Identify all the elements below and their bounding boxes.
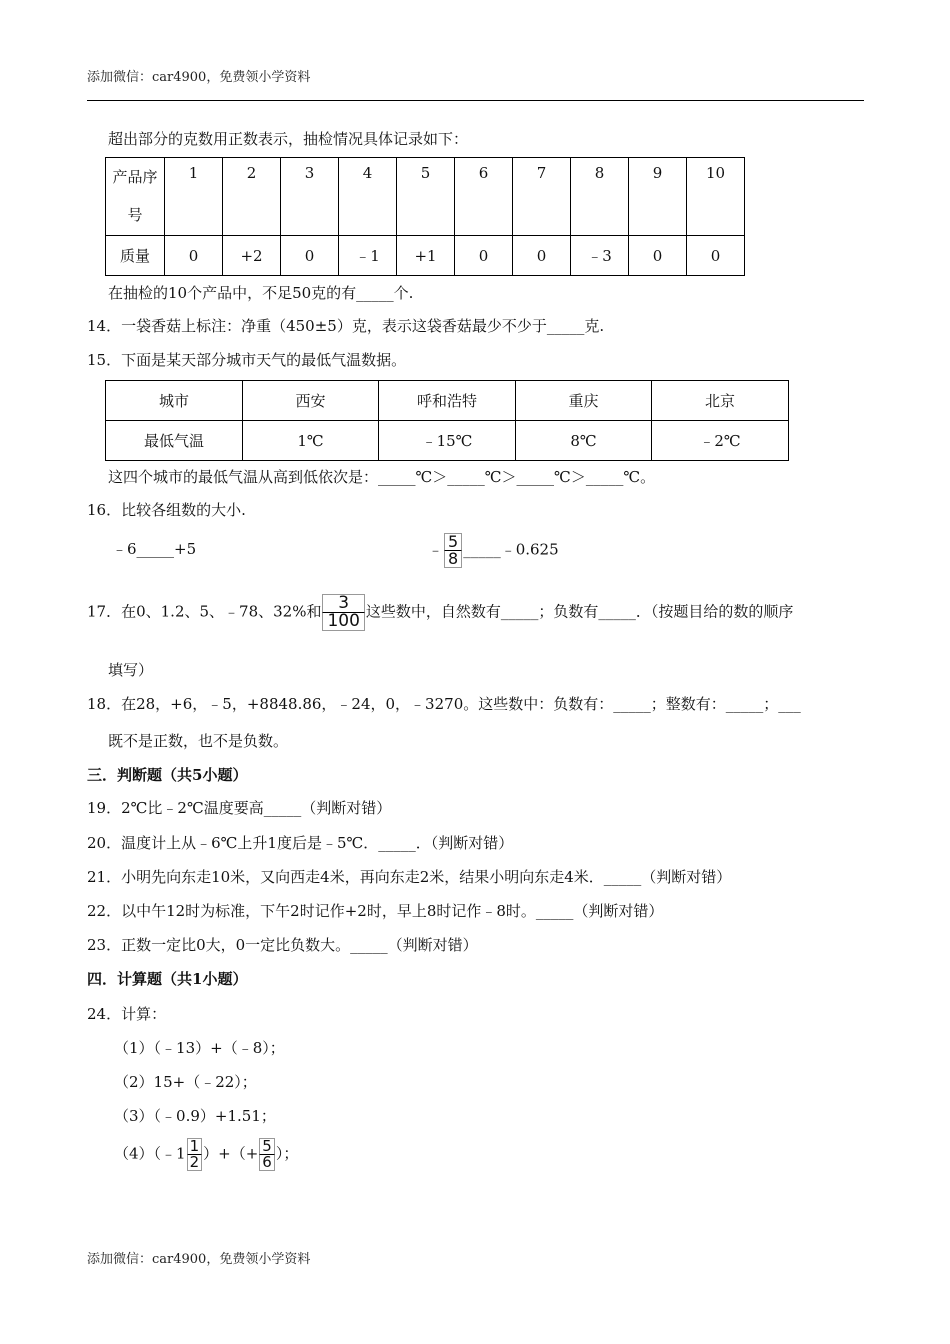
fraction-denominator: 8 — [444, 551, 462, 568]
q22-text: 22．以中午12时为标准，下午2时记作+2时，早上8时记作﹣8时。_____（判断对错） — [87, 902, 664, 920]
cell-text: 号 — [127, 206, 143, 224]
table-cell: 8 — [571, 158, 629, 236]
q24-text: 24．计算： — [87, 1005, 167, 1023]
q17-prefix: 17．在0、1.2、5、﹣78、32%和 — [87, 602, 322, 621]
header-divider — [87, 100, 864, 101]
table-cell: 3 — [281, 158, 339, 236]
fraction-denominator: 2 — [187, 1155, 203, 1171]
q17-line2: 填写） — [108, 661, 154, 679]
q24-item4-prefix: （4）（﹣1 — [114, 1144, 186, 1163]
q17-line1 — [87, 594, 793, 631]
table-cell: 4 — [339, 158, 397, 236]
fraction-numerator: 5 — [259, 1138, 275, 1155]
fraction-denominator: 6 — [259, 1155, 275, 1171]
table-row — [106, 158, 745, 236]
q24-item-4 — [114, 1138, 298, 1171]
q15-question: 这四个城市的最低气温从高到低依次是：_____℃＞_____℃＞_____℃＞_____℃。 — [108, 468, 656, 486]
q21-text: 21．小明先向东走10米，又向西走4米，再向东走2米，结果小明向东走4米．_____（判断对错） — [87, 868, 732, 886]
table-cell: 8℃ — [516, 421, 652, 461]
q19-text: 19．2℃比﹣2℃温度要高_____（判断对错） — [87, 799, 392, 817]
q16-right-prefix: ﹣ — [428, 540, 444, 559]
q24-item-3: （3）（﹣0.9）+1.51； — [114, 1107, 276, 1125]
table-row — [106, 381, 789, 421]
table-cell: 5 — [397, 158, 455, 236]
table-cell: 0 — [687, 236, 745, 276]
table-cell: ﹣3 — [571, 236, 629, 276]
table-cell: 最低气温 — [106, 421, 243, 461]
table-row — [106, 236, 745, 276]
table-cell: 0 — [629, 236, 687, 276]
cell-text: 产品序 — [112, 168, 158, 186]
q20-text: 20．温度计上从﹣6℃上升1度后是﹣5℃．_____．（判断对错） — [87, 834, 514, 852]
table-cell — [106, 158, 165, 236]
table-cell: +2 — [223, 236, 281, 276]
q24-item4-suffix: ）； — [275, 1144, 299, 1163]
table-cell: 0 — [281, 236, 339, 276]
q15-table — [105, 380, 789, 461]
fraction-numerator: 5 — [444, 533, 462, 551]
table-cell: 1 — [165, 158, 223, 236]
q23-text: 23．正数一定比0大，0一定比负数大。_____（判断对错） — [87, 936, 478, 954]
q13-question: 在抽检的10个产品中，不足50克的有_____个. — [108, 284, 414, 302]
q14-text: 14．一袋香菇上标注：净重（450±5）克，表示这袋香菇最少不少于_____克. — [87, 317, 605, 335]
q13-table — [105, 157, 745, 276]
page-footer: 添加微信：car4900，免费领小学资料 — [87, 1252, 311, 1267]
fraction-1-2 — [187, 1138, 203, 1171]
table-cell: 城市 — [106, 381, 243, 421]
table-cell: 6 — [455, 158, 513, 236]
table-cell: 10 — [687, 158, 745, 236]
section-4-title: 四．计算题（共1小题） — [87, 970, 248, 988]
q24-item-1: （1）（﹣13）+（﹣8）； — [114, 1039, 285, 1057]
q17-suffix: 这些数中，自然数有_____；负数有_____．（按题目给的数的顺序 — [365, 602, 794, 621]
fraction-3-100 — [322, 594, 364, 631]
q18-line2: 既不是正数，也不是负数。 — [108, 732, 289, 750]
table-cell: +1 — [397, 236, 455, 276]
table-cell: ﹣15℃ — [379, 421, 516, 461]
table-cell: 9 — [629, 158, 687, 236]
q16-left: ﹣6_____+5 — [112, 540, 197, 558]
q24-item4-mid: ）+（+ — [203, 1144, 259, 1163]
page-header: 添加微信：car4900，免费领小学资料 — [87, 70, 311, 85]
fraction-denominator: 100 — [322, 613, 364, 631]
table-row — [106, 421, 789, 461]
q24-item-2: （2）15+（﹣22）； — [114, 1073, 257, 1091]
table-cell: 2 — [223, 158, 281, 236]
table-cell: 北京 — [652, 381, 789, 421]
q13-intro: 超出部分的克数用正数表示，抽检情况具体记录如下： — [108, 130, 469, 148]
table-cell: 西安 — [243, 381, 379, 421]
table-cell: 0 — [455, 236, 513, 276]
section-3-title: 三．判断题（共5小题） — [87, 766, 248, 784]
fraction-numerator: 1 — [187, 1138, 203, 1155]
table-cell: 0 — [513, 236, 571, 276]
q16-right-suffix: _____﹣0.625 — [463, 540, 559, 559]
fraction-numerator: 3 — [322, 594, 364, 613]
q16-right — [428, 533, 559, 568]
table-cell: 7 — [513, 158, 571, 236]
table-cell: ﹣2℃ — [652, 421, 789, 461]
table-cell: 质量 — [106, 236, 165, 276]
table-cell: 0 — [165, 236, 223, 276]
fraction-5-8 — [444, 533, 462, 568]
table-cell: ﹣1 — [339, 236, 397, 276]
fraction-5-6 — [259, 1138, 275, 1171]
q16-text: 16．比较各组数的大小. — [87, 501, 246, 519]
q18-line1: 18．在28，+6，﹣5，+8848.86，﹣24，0，﹣3270。这些数中：负数有：_____；整数有：_____；___ — [87, 695, 801, 713]
table-cell: 1℃ — [243, 421, 379, 461]
table-cell: 重庆 — [516, 381, 652, 421]
q15-text: 15．下面是某天部分城市天气的最低气温数据。 — [87, 351, 407, 369]
table-cell: 呼和浩特 — [379, 381, 516, 421]
